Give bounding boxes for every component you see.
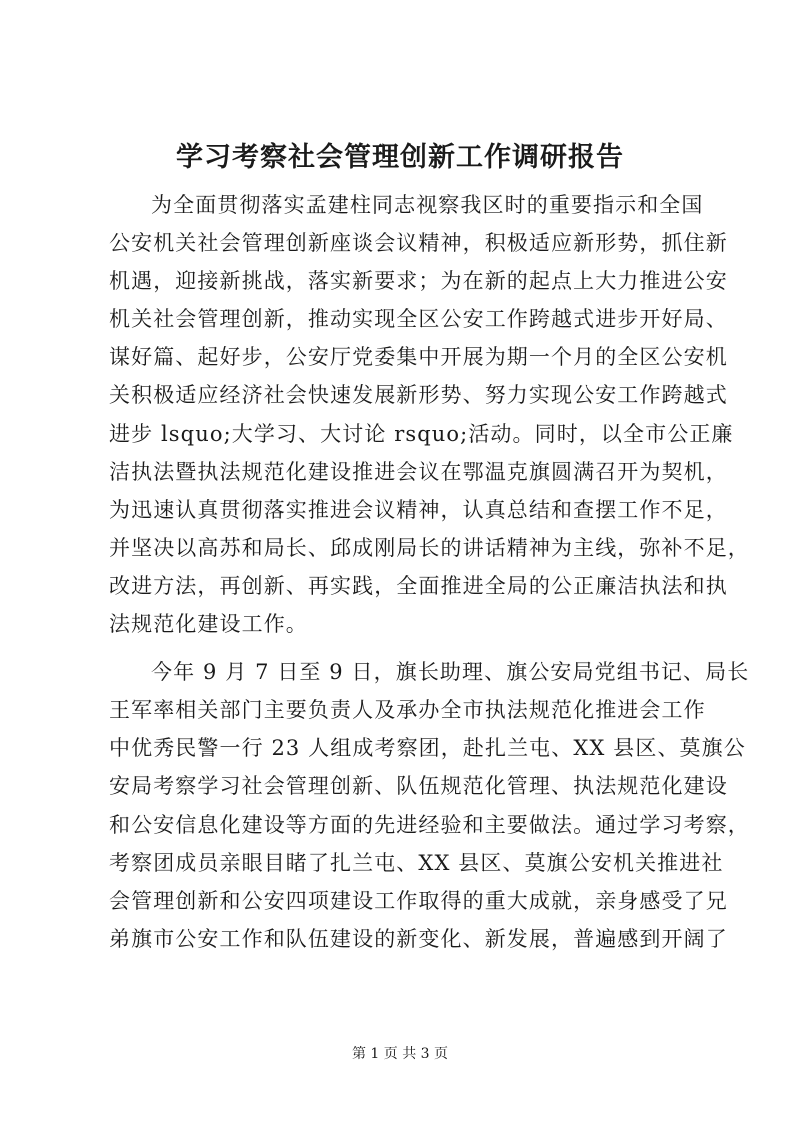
paragraph-line: 和公安信息化建设等方面的先进经验和主要做法。通过学习考察， <box>109 812 750 837</box>
paragraph-2 <box>109 653 750 958</box>
page-footer: 第 1 页 共 3 页 <box>351 1046 449 1062</box>
paragraph-line: 中优秀民警一行 23 人组成考察团，赴扎兰屯、XX 县区、莫旗公 <box>109 736 746 761</box>
paragraph-line: 公安机关社会管理创新座谈会议精神，积极适应新形势，抓住新 <box>109 231 728 256</box>
paragraph-spacer <box>109 643 709 653</box>
document-title: 学习考察社会管理创新工作调研报告 <box>176 142 624 173</box>
paragraph-line: 谋好篇、起好步，公安厅党委集中开展为期一个月的全区公安机 <box>109 345 728 370</box>
paragraph-line: 弟旗市公安工作和队伍建设的新变化、新发展，普遍感到开阔了 <box>109 926 728 951</box>
paragraph-line: 考察团成员亲眼目睹了扎兰屯、XX 县区、莫旗公安机关推进社 <box>109 850 724 875</box>
paragraph-line: 法规范化建设工作。 <box>109 612 308 637</box>
paragraph-line: 为全面贯彻落实孟建柱同志视察我区时的重要指示和全国 <box>151 193 704 217</box>
paragraph-line: 为迅速认真贯彻落实推进会议精神，认真总结和查摆工作不足， <box>109 497 728 522</box>
paragraph-line: 并坚决以高苏和局长、邱成刚局长的讲话精神为主线，弥补不足， <box>109 535 750 560</box>
paragraph-line: 今年 9 月 7 日至 9 日，旗长助理、旗公安局党组书记、局长 <box>151 660 750 685</box>
paragraph-line: 会管理创新和公安四项建设工作取得的重大成就，亲身感受了兄 <box>109 888 728 913</box>
paragraph-line: 洁执法暨执法规范化建设推进会议在鄂温克旗圆满召开为契机， <box>109 459 728 484</box>
paragraph-line: 机遇，迎接新挑战，落实新要求；为在新的起点上大力推进公安 <box>109 269 728 294</box>
paragraph-line: 进步 lsquo;大学习、大讨论 rsquo;活动。同时，以全市公正廉 <box>109 421 734 446</box>
paragraph-line: 安局考察学习社会管理创新、队伍规范化管理、执法规范化建设 <box>109 774 728 799</box>
paragraph-line: 王军率相关部门主要负责人及承办全市执法规范化推进会工作 <box>109 698 706 723</box>
paragraph-line: 机关社会管理创新，推动实现全区公安工作跨越式进步开好局、 <box>109 307 728 332</box>
paragraph-line: 关积极适应经济社会快速发展新形势、努力实现公安工作跨越式 <box>109 383 728 408</box>
paragraph-line: 改进方法，再创新、再实践，全面推进全局的公正廉洁执法和执 <box>109 573 728 598</box>
paragraph-1 <box>109 186 750 643</box>
document-body <box>109 186 750 958</box>
